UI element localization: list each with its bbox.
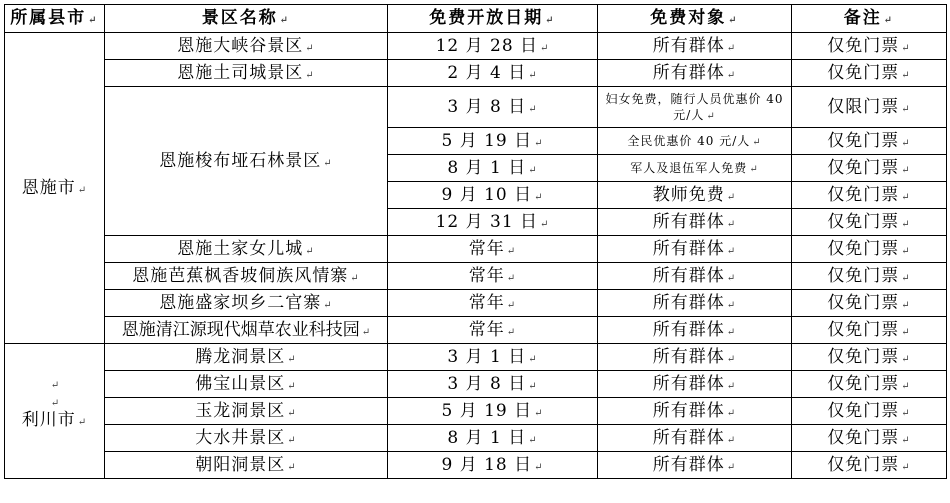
date-cell: 3 月 8 日 ↵	[388, 87, 598, 128]
table-row	[5, 290, 947, 317]
date-cell: 5 月 19 日 ↵	[388, 398, 598, 425]
target-cell: 全民优惠价 40 元/人 ↵	[598, 128, 792, 155]
scenic-cell: 恩施盛家坝乡二官寨 ↵	[105, 290, 388, 317]
county-cell: 恩施市 ↵	[5, 33, 105, 344]
date-cell: 8 月 1 日 ↵	[388, 425, 598, 452]
scenic-cell: 恩施芭蕉枫香坡侗族风情寨 ↵	[105, 263, 388, 290]
header-date: 免费开放日期 ↵	[388, 5, 598, 33]
note-cell: 仅免门票 ↵	[792, 263, 947, 290]
table-row	[5, 344, 947, 371]
target-cell: 所有群体 ↵	[598, 344, 792, 371]
date-cell: 常年 ↵	[388, 290, 598, 317]
note-cell: 仅免门票 ↵	[792, 398, 947, 425]
date-cell: 常年 ↵	[388, 317, 598, 344]
scenic-cell: 佛宝山景区 ↵	[105, 371, 388, 398]
date-cell: 8 月 1 日 ↵	[388, 155, 598, 182]
target-cell: 所有群体 ↵	[598, 290, 792, 317]
note-cell: 仅免门票 ↵	[792, 60, 947, 87]
header-row	[5, 5, 947, 33]
table-row	[5, 87, 947, 128]
table-row	[5, 236, 947, 263]
scenic-cell: 大水井景区 ↵	[105, 425, 388, 452]
target-cell: 妇女免费，随行人员优惠价 40 元/人 ↵	[598, 87, 792, 128]
scenic-cell: 朝阳洞景区 ↵	[105, 452, 388, 479]
target-cell: 军人及退伍军人免费 ↵	[598, 155, 792, 182]
date-cell: 常年 ↵	[388, 236, 598, 263]
date-cell: 9 月 18 日 ↵	[388, 452, 598, 479]
date-cell: 12 月 28 日 ↵	[388, 33, 598, 60]
note-cell: 仅免门票 ↵	[792, 317, 947, 344]
target-cell: 所有群体 ↵	[598, 452, 792, 479]
table-row	[5, 371, 947, 398]
scenic-cell: 恩施土司城景区 ↵	[105, 60, 388, 87]
note-cell: 仅免门票 ↵	[792, 344, 947, 371]
target-cell: 所有群体 ↵	[598, 236, 792, 263]
date-cell: 9 月 10 日 ↵	[388, 182, 598, 209]
table-row	[5, 317, 947, 344]
scenic-cell: 玉龙洞景区 ↵	[105, 398, 388, 425]
date-cell: 3 月 1 日 ↵	[388, 344, 598, 371]
target-cell: 所有群体 ↵	[598, 209, 792, 236]
date-cell: 3 月 8 日 ↵	[388, 371, 598, 398]
table-row	[5, 398, 947, 425]
target-cell: 所有群体 ↵	[598, 425, 792, 452]
table-row	[5, 60, 947, 87]
note-cell: 仅免门票 ↵	[792, 236, 947, 263]
date-cell: 常年 ↵	[388, 263, 598, 290]
scenic-cell: 恩施大峡谷景区 ↵	[105, 33, 388, 60]
target-cell: 教师免费 ↵	[598, 182, 792, 209]
scenic-cell: 恩施梭布垭石林景区 ↵	[105, 87, 388, 236]
target-cell: 所有群体 ↵	[598, 33, 792, 60]
target-cell: 所有群体 ↵	[598, 60, 792, 87]
note-cell: 仅免门票 ↵	[792, 128, 947, 155]
note-cell: 仅免门票 ↵	[792, 371, 947, 398]
header-county: 所属县市 ↵	[5, 5, 105, 33]
note-cell: 仅限门票 ↵	[792, 87, 947, 128]
note-cell: 仅免门票 ↵	[792, 290, 947, 317]
note-cell: 仅免门票 ↵	[792, 452, 947, 479]
table-row	[5, 425, 947, 452]
table-row	[5, 263, 947, 290]
date-cell: 12 月 31 日 ↵	[388, 209, 598, 236]
note-cell: 仅免门票 ↵	[792, 209, 947, 236]
table-row	[5, 452, 947, 479]
header-scenic: 景区名称 ↵	[105, 5, 388, 33]
target-cell: 所有群体 ↵	[598, 371, 792, 398]
note-cell: 仅免门票 ↵	[792, 155, 947, 182]
county-cell: ↵ ↵ 利川市 ↵	[5, 344, 105, 479]
note-cell: 仅免门票 ↵	[792, 182, 947, 209]
note-cell: 仅免门票 ↵	[792, 425, 947, 452]
target-cell: 所有群体 ↵	[598, 263, 792, 290]
header-note: 备注 ↵	[792, 5, 947, 33]
date-cell: 5 月 19 日 ↵	[388, 128, 598, 155]
table-row	[5, 33, 947, 60]
header-target: 免费对象 ↵	[598, 5, 792, 33]
target-cell: 所有群体 ↵	[598, 317, 792, 344]
scenic-cell: 恩施土家女儿城 ↵	[105, 236, 388, 263]
target-cell: 所有群体 ↵	[598, 398, 792, 425]
scenic-free-admission-table	[4, 4, 947, 479]
date-cell: 2 月 4 日 ↵	[388, 60, 598, 87]
note-cell: 仅免门票 ↵	[792, 33, 947, 60]
scenic-cell: 腾龙洞景区 ↵	[105, 344, 388, 371]
scenic-cell: 恩施清江源现代烟草农业科技园 ↵	[105, 317, 388, 344]
